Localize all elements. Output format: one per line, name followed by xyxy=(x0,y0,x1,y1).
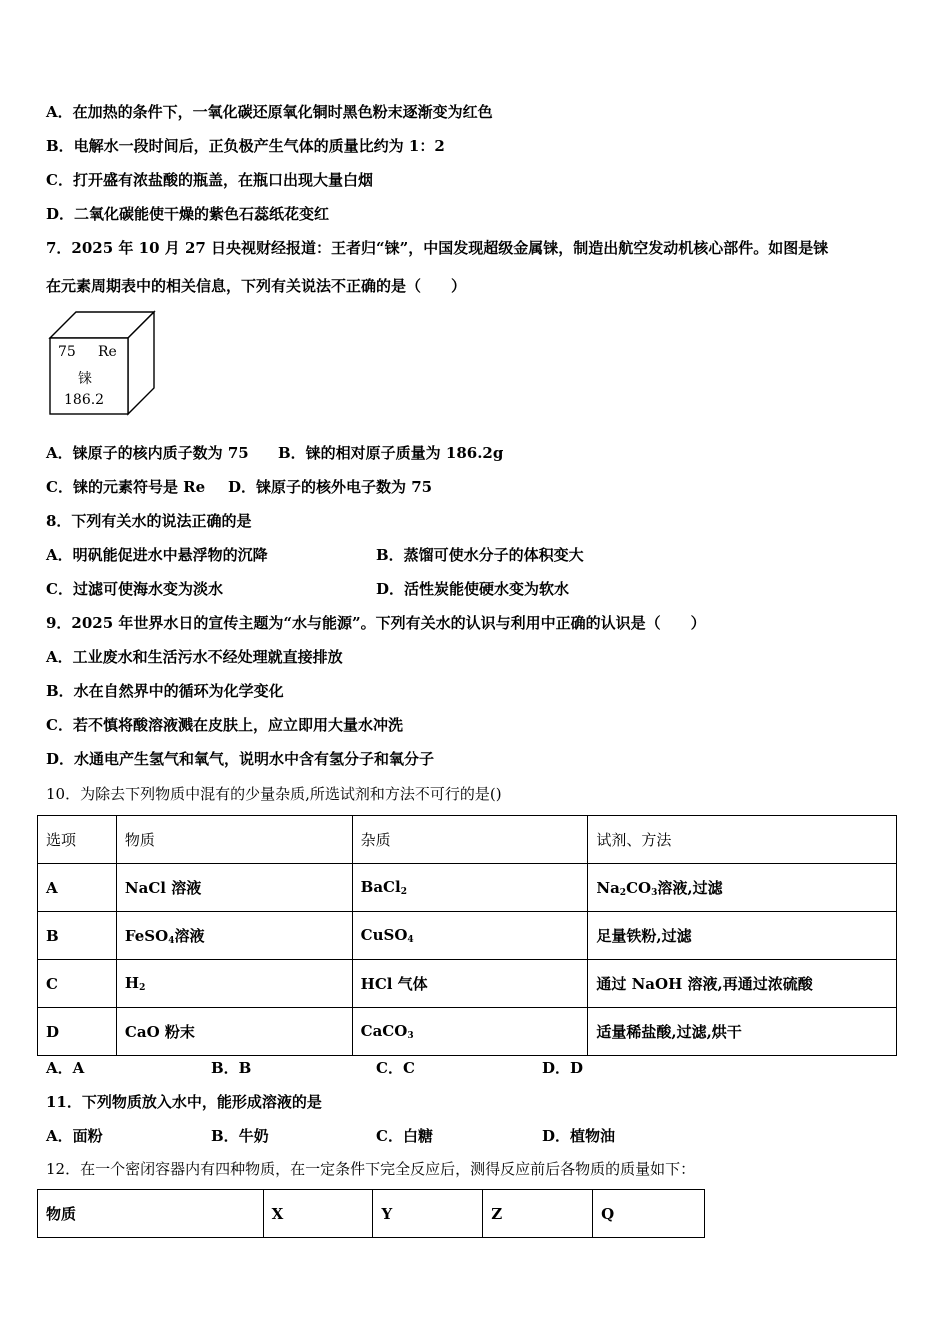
q7-option-a-text: A．铼原子的核内质子数为 75 xyxy=(46,444,249,462)
table-header-row xyxy=(38,1190,705,1238)
impurity-suffix: 气体 xyxy=(392,975,428,993)
table-row xyxy=(38,960,897,1008)
q9-stem: 9．2025 年世界水日的宣传主题为“水与能源”。下列有关水的认识与利用中正确的认识是（ ） xyxy=(46,614,706,632)
q6-option-b: B．电解水一段时间后，正负极产生气体的质量比约为 1：2 xyxy=(46,137,445,155)
q6-option-c: C．打开盛有浓盐酸的瓶盖，在瓶口出现大量白烟 xyxy=(46,171,373,189)
table-header-cell: 试剂、方法 xyxy=(588,816,897,864)
formula-subscript: 2 xyxy=(400,887,407,897)
table-cell-method xyxy=(588,864,897,912)
q10-option-c: C．C xyxy=(376,1059,415,1077)
q8-option-d: D．活性炭能使硬水变为软水 xyxy=(376,580,570,598)
table-cell-option: A xyxy=(38,864,117,912)
table-cell-option: B xyxy=(38,912,117,960)
atomic-mass: 186.2 xyxy=(64,392,105,408)
q8-option-a: A．明矾能促进水中悬浮物的沉降 xyxy=(46,546,268,564)
table-cell-substance xyxy=(116,864,352,912)
impurity-formula: CuSO xyxy=(360,926,408,944)
q7-option-b: B．铼的相对原子质量为 186.2g xyxy=(278,444,504,462)
table-header-cell: 物质 xyxy=(38,1190,264,1238)
element-symbol: Re xyxy=(98,344,117,360)
q8-option-c: C．过滤可使海水变为淡水 xyxy=(46,580,223,598)
q9-option-d: D．水通电产生氢气和氧气，说明水中含有氢分子和氧分子 xyxy=(46,750,435,768)
q7-stem-line1: 7．2025 年 10 月 27 日央视财经报道：王者归“铼”，中国发现超级金属铼，制造出航空发动机核心部件。如图是铼 xyxy=(46,239,829,257)
impurity-formula: BaCl xyxy=(360,878,401,896)
table-cell-option: C xyxy=(38,960,117,1008)
q11-stem: 11．下列物质放入水中，能形成溶液的是 xyxy=(46,1093,322,1111)
table-cell-impurity xyxy=(352,1008,588,1056)
table-cell-impurity xyxy=(352,960,588,1008)
element-name: 铼 xyxy=(78,371,92,387)
q8-stem: 8．下列有关水的说法正确的是 xyxy=(46,512,252,530)
q8-option-b: B．蒸馏可使水分子的体积变大 xyxy=(376,546,584,564)
method-text: Na xyxy=(596,879,620,897)
q6-option-d: D．二氧化碳能使干燥的紫色石蕊纸花变红 xyxy=(46,205,330,223)
table-cell-method xyxy=(588,1008,897,1056)
table-header-cell: Z xyxy=(483,1190,593,1238)
q9-option-b: B．水在自然界中的循环为化学变化 xyxy=(46,682,284,700)
q11-option-a: A．面粉 xyxy=(46,1127,103,1145)
table-cell-substance xyxy=(116,960,352,1008)
q10-stem: 10．为除去下列物质中混有的少量杂质,所选试剂和方法不可行的是() xyxy=(46,785,502,803)
method-text: 适量稀盐酸,过滤,烘干 xyxy=(596,1023,742,1041)
q7-option-c xyxy=(46,477,433,497)
q8-row2 xyxy=(46,579,906,599)
table-cell-method xyxy=(588,912,897,960)
impurity-formula: HCl xyxy=(360,975,393,993)
table-header-row xyxy=(38,816,897,864)
formula-subscript: 2 xyxy=(139,983,146,993)
table-header-cell: Y xyxy=(373,1190,483,1238)
method-text: 足量铁粉,过滤 xyxy=(596,927,692,945)
impurity-formula: CaCO xyxy=(360,1022,408,1040)
q10-table xyxy=(37,815,897,1056)
substance-formula: H xyxy=(124,974,140,992)
table-header-cell: 选项 xyxy=(38,816,117,864)
substance-formula: FeSO xyxy=(124,927,169,945)
q6-option-a: A．在加热的条件下，一氧化碳还原氧化铜时黑色粉末逐渐变为红色 xyxy=(46,103,493,121)
table-header-cell: X xyxy=(263,1190,373,1238)
q7-option-a xyxy=(46,443,504,463)
table-cell-substance xyxy=(116,1008,352,1056)
atomic-number: 75 xyxy=(58,344,76,360)
q10-option-a: A．A xyxy=(46,1059,85,1077)
q7-option-d: D．铼原子的核外电子数为 75 xyxy=(228,478,433,496)
formula-subscript: 4 xyxy=(407,935,414,945)
method-text: 溶液,过滤 xyxy=(657,879,723,897)
q12-stem: 12．在一个密闭容器内有四种物质，在一定条件下完全反应后，测得反应前后各物质的质量如下： xyxy=(46,1160,696,1178)
table-cell-substance xyxy=(116,912,352,960)
table-cell-method xyxy=(588,960,897,1008)
table-row xyxy=(38,1008,897,1056)
substance-suffix: 粉末 xyxy=(159,1023,195,1041)
table-header-cell: Q xyxy=(593,1190,705,1238)
formula-subscript: 3 xyxy=(651,888,658,898)
substance-formula: NaCl xyxy=(124,879,166,897)
table-row xyxy=(38,864,897,912)
substance-suffix: 溶液 xyxy=(174,927,205,945)
q12-table xyxy=(37,1189,705,1238)
q9-option-a: A．工业废水和生活污水不经处理就直接排放 xyxy=(46,648,343,666)
q11-options xyxy=(46,1126,906,1146)
substance-formula: CaO xyxy=(124,1023,160,1041)
formula-subscript: 3 xyxy=(407,1031,414,1041)
method-text: 通过 NaOH 溶液,再通过浓硫酸 xyxy=(596,975,813,993)
formula-subscript: 2 xyxy=(619,888,627,898)
q7-stem-line2: 在元素周期表中的相关信息，下列有关说法不正确的是（ ） xyxy=(46,277,467,295)
q11-option-d: D．植物油 xyxy=(542,1127,616,1145)
formula-subscript: 4 xyxy=(168,936,175,946)
q7-option-c-text: C．铼的元素符号是 Re xyxy=(46,478,206,496)
table-row xyxy=(38,912,897,960)
table-cell-impurity xyxy=(352,912,588,960)
q9-option-c: C．若不慎将酸溶液溅在皮肤上，应立即用大量水冲洗 xyxy=(46,716,403,734)
q8-row1 xyxy=(46,545,906,565)
table-cell-impurity xyxy=(352,864,588,912)
table-header-cell: 物质 xyxy=(116,816,352,864)
q10-options xyxy=(46,1058,906,1078)
table-header-cell: 杂质 xyxy=(352,816,588,864)
periodic-element-cell xyxy=(48,310,158,416)
method-text: CO xyxy=(626,879,652,897)
q11-option-c: C．白糖 xyxy=(376,1127,433,1145)
table-cell-option: D xyxy=(38,1008,117,1056)
q10-option-d: D．D xyxy=(542,1059,584,1077)
substance-suffix: 溶液 xyxy=(166,879,202,897)
q10-option-b: B．B xyxy=(211,1059,252,1077)
q11-option-b: B．牛奶 xyxy=(211,1127,269,1145)
